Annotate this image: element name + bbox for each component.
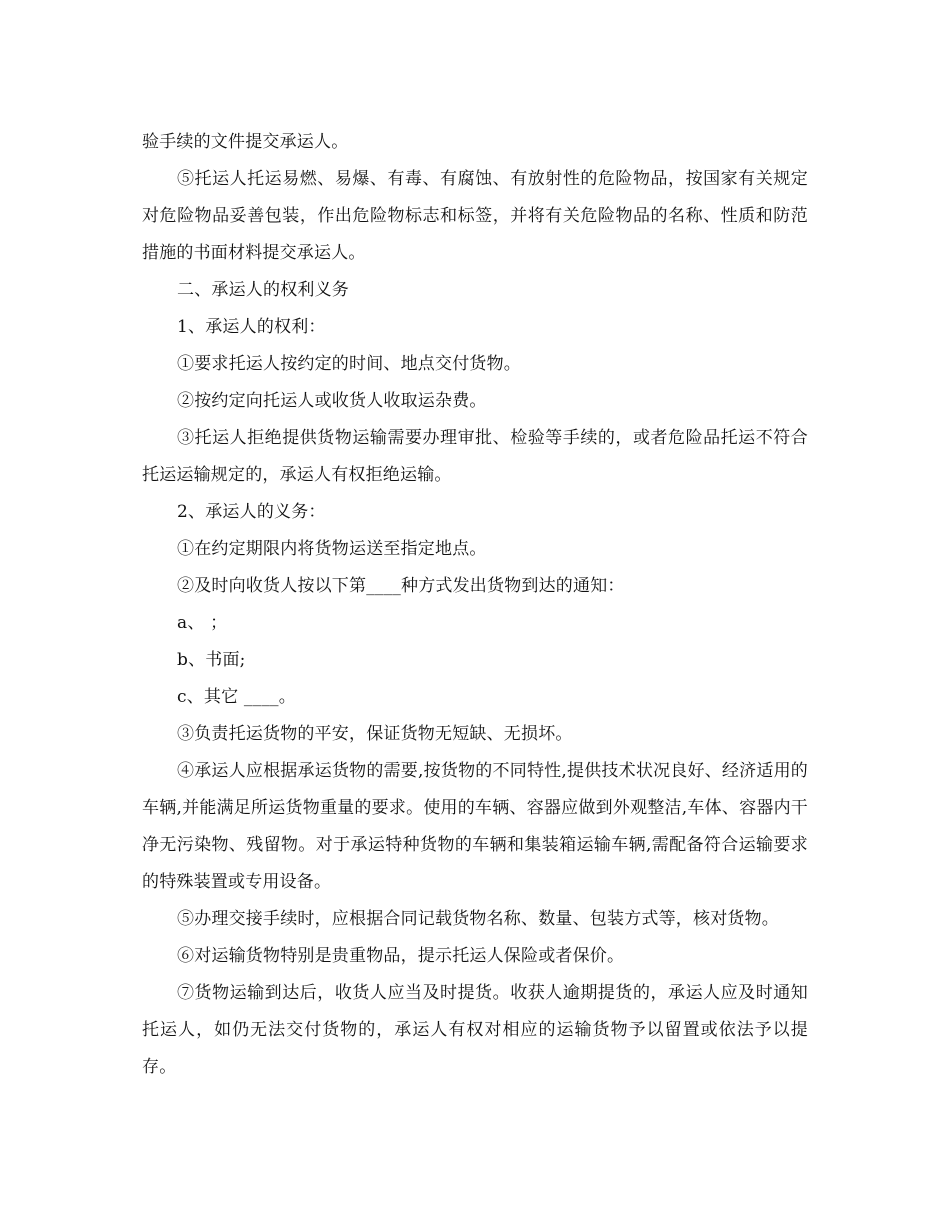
paragraph-obligation-2: ②及时向收货人按以下第____种方式发出货物到达的通知：: [177, 576, 625, 596]
paragraph-right-3: ③托运人拒绝提供货物运输需要办理审批、检验等手续的，或者危险品托运不符合托运运输规定的，承运人有权拒绝运输。: [142, 428, 808, 485]
paragraph-obligation-3: ③负责托运货物的平安，保证货物无短缺、无损坏。: [177, 724, 573, 744]
option-c: c、其它 ____。: [177, 687, 296, 707]
option-a: a、 ；: [177, 613, 228, 633]
document-body: [142, 124, 808, 1086]
paragraph-right-1: ①要求托运人按约定的时间、地点交付货物。: [177, 354, 521, 374]
paragraph-obligation-7: ⑦货物运输到达后，收货人应当及时提货。收获人逾期提货的，承运人应及时通知托运人，如仍无法交付货物的，承运人有权对相应的运输货物予以留置或依法予以提存。: [142, 983, 808, 1077]
paragraph-right-2: ②按约定向托运人或收货人收取运杂费。: [177, 391, 487, 411]
subheading-carrier-obligations: 2、承运人的义务：: [177, 502, 326, 522]
section-heading-carrier-rights-obligations: 二、承运人的权利义务: [177, 280, 349, 300]
option-b: b、书面;: [177, 650, 246, 670]
paragraph-obligation-1: ①在约定期限内将货物运送至指定地点。: [177, 539, 487, 559]
paragraph-shipper-dangerous-goods: ⑤托运人托运易燃、易爆、有毒、有腐蚀、有放射性的危险物品，按国家有关规定对危险物品妥善包装，作出危险物标志和标签，并将有关危险物品的名称、性质和防范措施的书面材料提交承运人。: [142, 169, 808, 263]
paragraph-obligation-5: ⑤办理交接手续时，应根据合同记载货物名称、数量、包装方式等，核对货物。: [177, 909, 779, 929]
paragraph-continuation: 验手续的文件提交承运人。: [142, 132, 349, 152]
paragraph-obligation-6: ⑥对运输货物特别是贵重物品，提示托运人保险或者保价。: [177, 946, 625, 966]
paragraph-obligation-4: ④承运人应根据承运货物的需要,按货物的不同特性,提供技术状况良好、经济适用的车辆,并能满足所运货物重量的要求。使用的车辆、容器应做到外观整洁,车体、容器内干净无污染物、残留物。对于承运特种货物的车辆和集装箱运输车辆,需配备符合运输要求的特殊装置或专用设备。: [142, 761, 808, 892]
subheading-carrier-rights: 1、承运人的权利：: [177, 317, 326, 337]
